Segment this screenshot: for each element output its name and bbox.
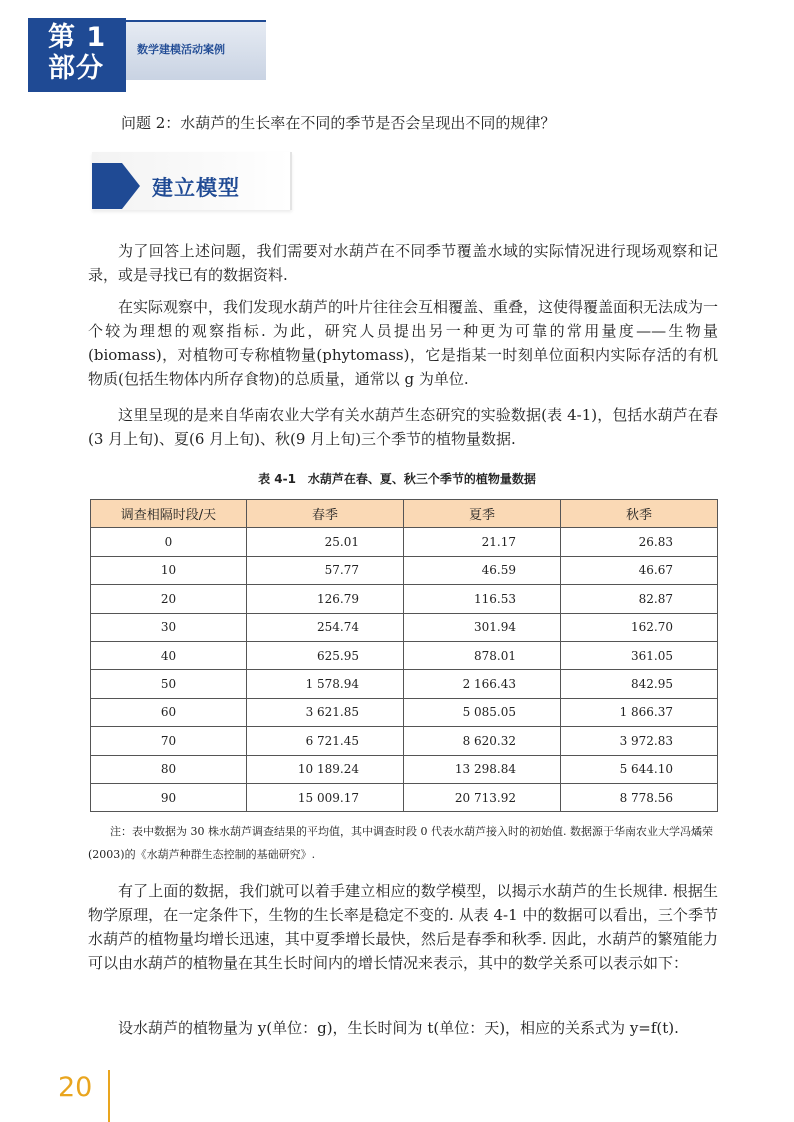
table-cell: 625.95 [247, 641, 404, 669]
table-cell: 82.87 [561, 585, 718, 613]
column-header: 调查相隔时段/天 [91, 500, 247, 528]
data-table [90, 499, 718, 812]
table-cell: 21.17 [404, 528, 561, 556]
table-cell: 57.77 [247, 556, 404, 584]
paragraph-2: 在实际观察中，我们发现水葫芦的叶片往往会互相覆盖、重叠，这使得覆盖面积无法成为一个较为理想的观察指标. 为此，研究人员提出另一种更为可靠的常用量度——生物量(biomass)，对植物可专称植物量(phytomass)，它是指某一时刻单位面积内实际存活的有机物质(包括生物体内所存食物)的总质量，通常以 g 为单位. [88, 298, 719, 388]
table-cell: 842.95 [561, 670, 718, 698]
table-cell: 8 620.32 [404, 727, 561, 755]
column-header: 秋季 [561, 500, 718, 528]
table-row [91, 698, 718, 726]
table-cell: 3 621.85 [247, 698, 404, 726]
table-cell: 70 [91, 727, 247, 755]
chevron-right-icon [92, 163, 140, 209]
table-cell: 254.74 [247, 613, 404, 641]
table-cell: 10 189.24 [247, 755, 404, 783]
table-cell: 878.01 [404, 641, 561, 669]
table-row [91, 528, 718, 556]
table-row [91, 613, 718, 641]
paragraph-1: 为了回答上述问题，我们需要对水葫芦在不同季节覆盖水域的实际情况进行现场观察和记录，或是寻找已有的数据资料. [88, 242, 718, 284]
table-note: 注：表中数据为 30 株水葫芦调查结果的平均值，其中调查时段 0 代表水葫芦接入时的初始值. 数据源于华南农业大学冯燏荣(2003)的《水葫芦种群生态控制的基础研究》. [88, 825, 713, 861]
table-cell: 26.83 [561, 528, 718, 556]
table-row [91, 556, 718, 584]
table-cell: 80 [91, 755, 247, 783]
table-cell: 40 [91, 641, 247, 669]
part-label-line2: 部分 [48, 53, 104, 84]
table-cell: 8 778.56 [561, 783, 718, 811]
table-row [91, 755, 718, 783]
column-header: 春季 [247, 500, 404, 528]
table-cell: 6 721.45 [247, 727, 404, 755]
question-line: 问题 2：水葫芦的生长率在不同的季节是否会呈现出不同的规律？ [121, 114, 556, 132]
table-cell: 1 866.37 [561, 698, 718, 726]
section-heading: 建立模型 [152, 176, 240, 200]
paragraph-5: 设水葫芦的植物量为 y(单位：g)，生长时间为 t(单位：天)，相应的关系式为 y=f(t). [118, 1019, 679, 1037]
table-cell: 10 [91, 556, 247, 584]
paragraph-3: 这里呈现的是来自华南农业大学有关水葫芦生态研究的实验数据(表 4-1)，包括水葫芦在春(3 月上旬)、夏(6 月上旬)、秋(9 月上旬)三个季节的植物量数据. [88, 406, 718, 448]
table-row [91, 783, 718, 811]
table-cell: 3 972.83 [561, 727, 718, 755]
table-header-row [91, 500, 718, 528]
table-cell: 5 644.10 [561, 755, 718, 783]
table-cell: 126.79 [247, 585, 404, 613]
table-cell: 46.59 [404, 556, 561, 584]
table-cell: 0 [91, 528, 247, 556]
table-cell: 30 [91, 613, 247, 641]
running-header-title: 数学建模活动案例 [137, 43, 225, 56]
table-cell: 361.05 [561, 641, 718, 669]
column-header: 夏季 [404, 500, 561, 528]
table-cell: 60 [91, 698, 247, 726]
table-cell: 116.53 [404, 585, 561, 613]
part-label-line1: 第 1 [48, 22, 107, 53]
table-cell: 162.70 [561, 613, 718, 641]
table-cell: 50 [91, 670, 247, 698]
page-number-rule [108, 1070, 110, 1122]
table-caption: 表 4-1 水葫芦在春、夏、秋三个季节的植物量数据 [258, 472, 536, 486]
table-cell: 1 578.94 [247, 670, 404, 698]
table-cell: 90 [91, 783, 247, 811]
table-cell: 20 [91, 585, 247, 613]
table-row [91, 727, 718, 755]
table-cell: 301.94 [404, 613, 561, 641]
table-cell: 5 085.05 [404, 698, 561, 726]
table-cell: 15 009.17 [247, 783, 404, 811]
page-number: 20 [58, 1072, 93, 1103]
paragraph-4: 有了上面的数据，我们就可以着手建立相应的数学模型，以揭示水葫芦的生长规律. 根据生物学原理，在一定条件下，生物的生长率是稳定不变的. 从表 4-1 中的数据可以看出，三个季节水葫芦的植物量均增长迅速，其中夏季增长最快，然后是春季和秋季. 因此，水葫芦的繁殖能力可以由水葫芦的植物量在其生长时间内的增长情况来表示，其中的数学关系可以表示如下： [88, 882, 718, 972]
table-cell: 2 166.43 [404, 670, 561, 698]
table-cell: 13 298.84 [404, 755, 561, 783]
table-cell: 25.01 [247, 528, 404, 556]
table-row [91, 641, 718, 669]
table-cell: 20 713.92 [404, 783, 561, 811]
table-row [91, 585, 718, 613]
table-row [91, 670, 718, 698]
table-cell: 46.67 [561, 556, 718, 584]
part-label [48, 22, 106, 84]
